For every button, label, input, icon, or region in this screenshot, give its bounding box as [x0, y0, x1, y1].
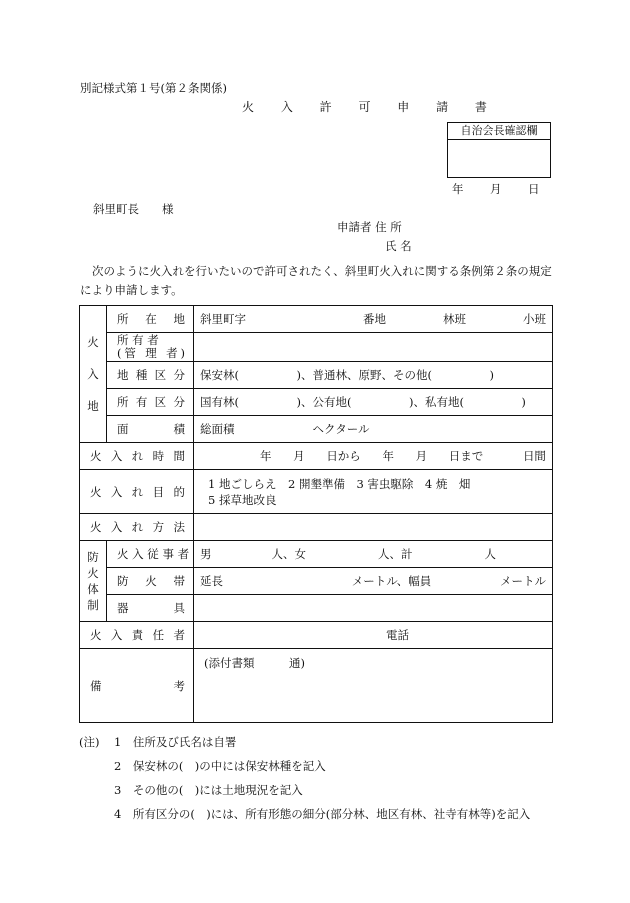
method-label: 火 入 れ 方 法 [80, 514, 194, 541]
equipment-label: 器 具 [107, 595, 194, 622]
notes-prefix: (注) [79, 735, 100, 749]
owner-label: 所 有 者 (管 理 者) [107, 333, 194, 362]
equipment-value[interactable] [194, 595, 553, 622]
ownership-value[interactable]: 国有林( )、公有地( )、私有地( ) [194, 389, 553, 416]
purpose-label: 火 入 れ 目 的 [80, 470, 194, 514]
document-title: 火 入 許 可 申 請 書 [242, 100, 499, 114]
addressee: 斜里町長 様 [93, 202, 174, 216]
responsible-label: 火 入 責 任 者 [80, 622, 194, 649]
location-label: 所 在 地 [107, 306, 194, 333]
workers-label: 火 入 従 事 者 [107, 541, 194, 568]
date-line [452, 181, 540, 197]
application-table [79, 305, 553, 723]
applicant-address-label: 申請者 住 所 [337, 220, 402, 234]
note-2: 2 保安林の( )の中には保安林種を記入 [114, 759, 326, 773]
date-month: 月 [490, 182, 502, 196]
land-type-label: 地 種 区 分 [107, 362, 194, 389]
remarks-label: 備 考 [80, 649, 194, 723]
firebreak-label: 防 火 帯 [107, 568, 194, 595]
ownership-label: 所 有 区 分 [107, 389, 194, 416]
confirmation-box-label: 自治会長確認欄 [448, 123, 550, 140]
note-1: 1 住所及び氏名は自署 [114, 735, 237, 749]
remarks-value[interactable]: (添付書類 通) [194, 649, 553, 723]
request-text: 次のように火入れを行いたいので許可されたく、斜里町火入れに関する条例第２条の規定により申請します。 [80, 264, 552, 297]
area-value[interactable]: 総面積 ヘクタール [194, 416, 553, 443]
method-value[interactable] [194, 514, 553, 541]
period-value[interactable]: 年 月 日から 年 月 日まで 日間 [194, 443, 553, 470]
location-value[interactable]: 斜里町字 番地 林班 小班 [194, 306, 553, 333]
area-label: 面 積 [107, 416, 194, 443]
date-day: 日 [528, 182, 540, 196]
purpose-value[interactable]: 1 地ごしらえ 2 開墾準備 3 害虫駆除 4 焼 畑 5 採草地改良 [194, 470, 553, 514]
note-4: 4 所有区分の( )には、所有形態の細分(部分林、地区有林、社寺有林等)を記入 [114, 807, 531, 821]
fire-prevention-group-label: 防 火 体 制 [80, 541, 107, 622]
owner-value[interactable] [194, 333, 553, 362]
firebreak-value[interactable]: 延長 メートル、幅員 メートル [194, 568, 553, 595]
form-number: 別記様式第１号(第２条関係) [80, 81, 227, 95]
confirmation-box [447, 122, 551, 178]
responsible-value[interactable]: 電話 [194, 622, 553, 649]
date-year: 年 [452, 182, 464, 196]
workers-value[interactable]: 男 人、女 人、計 人 [194, 541, 553, 568]
period-label: 火 入 れ 時 間 [80, 443, 194, 470]
fire-area-group-label: 火 入 地 [80, 306, 107, 443]
applicant-name-label: 氏 名 [385, 239, 412, 253]
land-type-value[interactable]: 保安林( )、普通林、原野、その他( ) [194, 362, 553, 389]
note-3: 3 その他の( )には土地現況を記入 [114, 783, 303, 797]
